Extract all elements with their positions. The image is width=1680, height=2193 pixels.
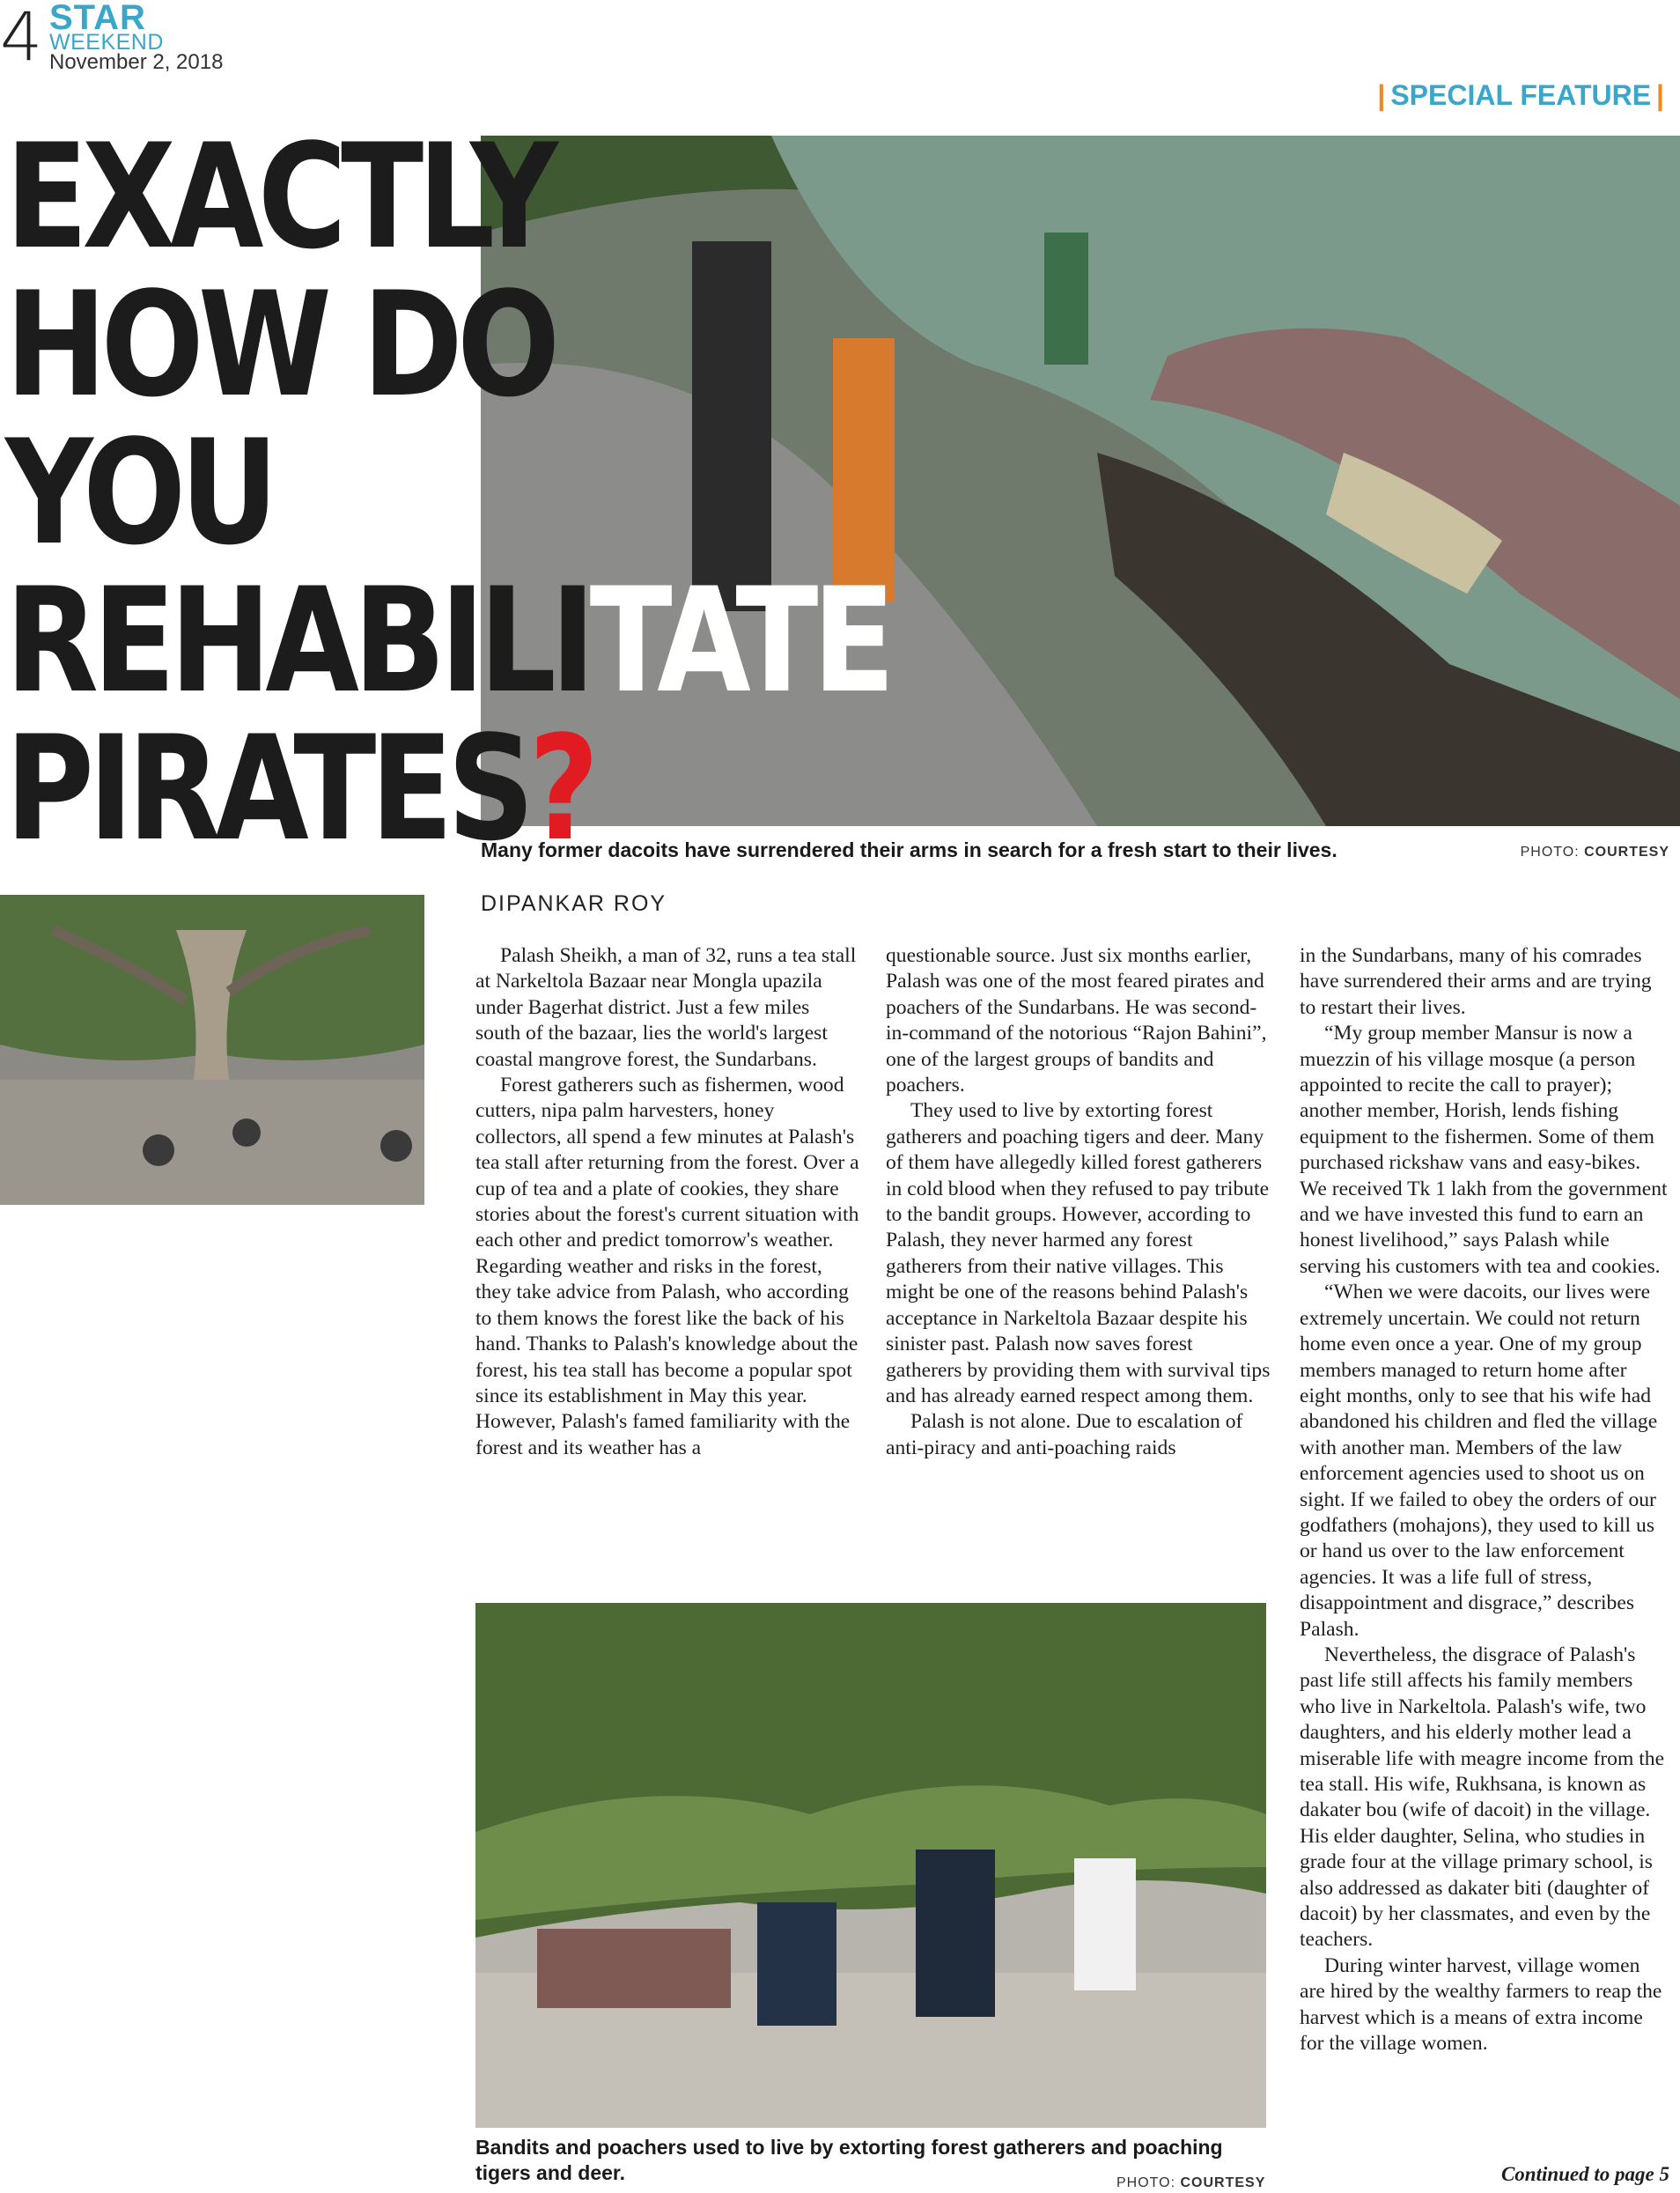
column-3-paragraph: Nevertheless, the disgrace of Palash's past life still affects his family members who live in Narkeltola. Palash's wife, two daughters, and his elderly mother lead a miserable life with meagre income from the tea stall. His wife, Rukhsana, is known as dakater bou (wife of dacoit) in the village. His elder daughter, Selina, who studies in grade four at the village primary school, is also addressed as dakater biti (daughter of dacoit) by her classmates, and even by the teachers. <box>1300 1643 1665 1952</box>
headline-line-4 <box>5 557 890 725</box>
column-2-paragraph: Palash is not alone. Due to escalation of anti-piracy and anti-poaching raids <box>886 1410 1243 1459</box>
headline-line-4-overlay: TATE <box>589 557 890 725</box>
headline-line-1: EXACTLY <box>5 113 553 281</box>
column-2-paragraph: questionable source. Just six months earlier, Palash was one of the most feared pirates and poachers of the Sundarbans. He was second-in-command of the notorious “Rajon Bahini”, one of the largest groups of bandits and poachers. <box>886 944 1267 1097</box>
column-1-paragraph: Forest gatherers such as fishermen, wood cutters, nipa palm harvesters, honey collectors, all spend a few minutes at Palash's tea stall after returning from the forest. Over a cup of tea and a plate of cookies, they share stories about the forest's current situation with each other and predict tomorrow's weather. Regarding weather and risks in the forest, they take advice from Palash, who according to them knows the forest like the back of his hand. Thanks to Palash's knowledge about the forest, his tea stall has become a popular spot since its establishment in May this year. However, Palash's famed familiarity with the forest and its weather has a <box>475 1074 859 1459</box>
headline-line-4-dark: REHABILI <box>5 557 590 725</box>
column-1-paragraph: Palash Sheikh, a man of 32, runs a tea stall at Narkeltola Bazaar near Mongla upazila under Bagerhat district. Just a few miles south of the bazaar, lies the world's largest coastal mangrove forest, the Sundarbans. <box>475 944 857 1071</box>
hero-caption: Many former dacoits have surrendered their arms in search for a fresh start to their lives. <box>481 838 1337 861</box>
bottom-credit-name: COURTESY <box>1180 2175 1266 2190</box>
side-photo <box>0 895 424 1205</box>
headline <box>5 113 890 873</box>
headline-question-mark: ? <box>528 705 593 873</box>
continued-note: Continued to page 5 <box>1500 2163 1669 2185</box>
bottom-credit-prefix: PHOTO: <box>1116 2175 1176 2190</box>
article-column-1 <box>475 943 859 1461</box>
article-column-2 <box>886 943 1273 1461</box>
section-bar-right: | <box>1656 79 1664 111</box>
column-3-paragraph: “When we were dacoits, our lives were extremely uncertain. We could not return home even once a year. One of my group members managed to return home after eight months, only to see that his wife had abandoned his children and fled the village with another man. Members of the law enforcement agencies used to shoot us on sight. If we failed to obey the orders of our godfathers (mohajons), they used to kill us or hand us over to the law enforcement agencies. It was a life full of stress, disappointment and disgrace,” describes Palash. <box>1300 1281 1658 1641</box>
section-label <box>1372 79 1669 112</box>
brand-logo: STAR <box>49 0 146 37</box>
bottom-photo <box>475 1603 1266 2128</box>
headline-line-3: YOU <box>5 409 273 577</box>
column-3-paragraph: “My group member Mansur is now a muezzin of his village mosque (a person appointed to recite the call to prayer); another member, Horish, lends fishing equipment to the fishermen. Some of them purchased rickshaw vans and easy-bikes. We received Tk 1 lakh from the government and we have invested this fund to earn an honest livelihood,” says Palash while serving his customers with tea and cookies. <box>1300 1022 1668 1278</box>
hero-credit-name: COURTESY <box>1584 845 1669 860</box>
byline: DIPANKAR ROY <box>481 891 667 916</box>
article-column-3 <box>1300 943 1669 2056</box>
headline-line-5-text: PIRATES <box>5 705 529 873</box>
hero-credit-prefix: PHOTO: <box>1520 845 1580 860</box>
issue-date: November 2, 2018 <box>49 50 224 74</box>
column-2-paragraph: They used to live by extorting forest gatherers and poaching tigers and deer. Many of them have allegedly killed forest gatherers in cold blood when they refused to pay tribute to the bandit groups. However, according to Palash, they never harmed any forest gatherers from their native villages. This might be one of the reasons behind Palash's acceptance in Narkeltola Bazaar despite his sinister past. Palash now saves forest gatherers by providing them with survival tips and has already earned respect among them. <box>886 1099 1271 1407</box>
headline-line-5 <box>5 705 889 873</box>
column-3-paragraph: in the Sundarbans, many of his comrades have surrendered their arms and are trying to restart their lives. <box>1300 944 1652 1019</box>
hero-credit <box>1521 845 1669 860</box>
headline-line-2: HOW DO <box>5 261 555 429</box>
page-number: 4 <box>0 0 43 76</box>
section-label-text: SPECIAL FEATURE <box>1390 79 1652 111</box>
section-bar-left: | <box>1377 79 1386 111</box>
column-3-paragraph: During winter harvest, village women are hired by the wealthy farmers to reap the harvest which is a means of extra income for the village women. <box>1300 1953 1662 2056</box>
brand-subtitle: WEEKEND <box>49 30 164 55</box>
bottom-caption: Bandits and poachers used to live by extorting forest gatherers and poaching tigers and deer. <box>475 2136 1223 2184</box>
bottom-credit <box>1116 2175 1265 2191</box>
